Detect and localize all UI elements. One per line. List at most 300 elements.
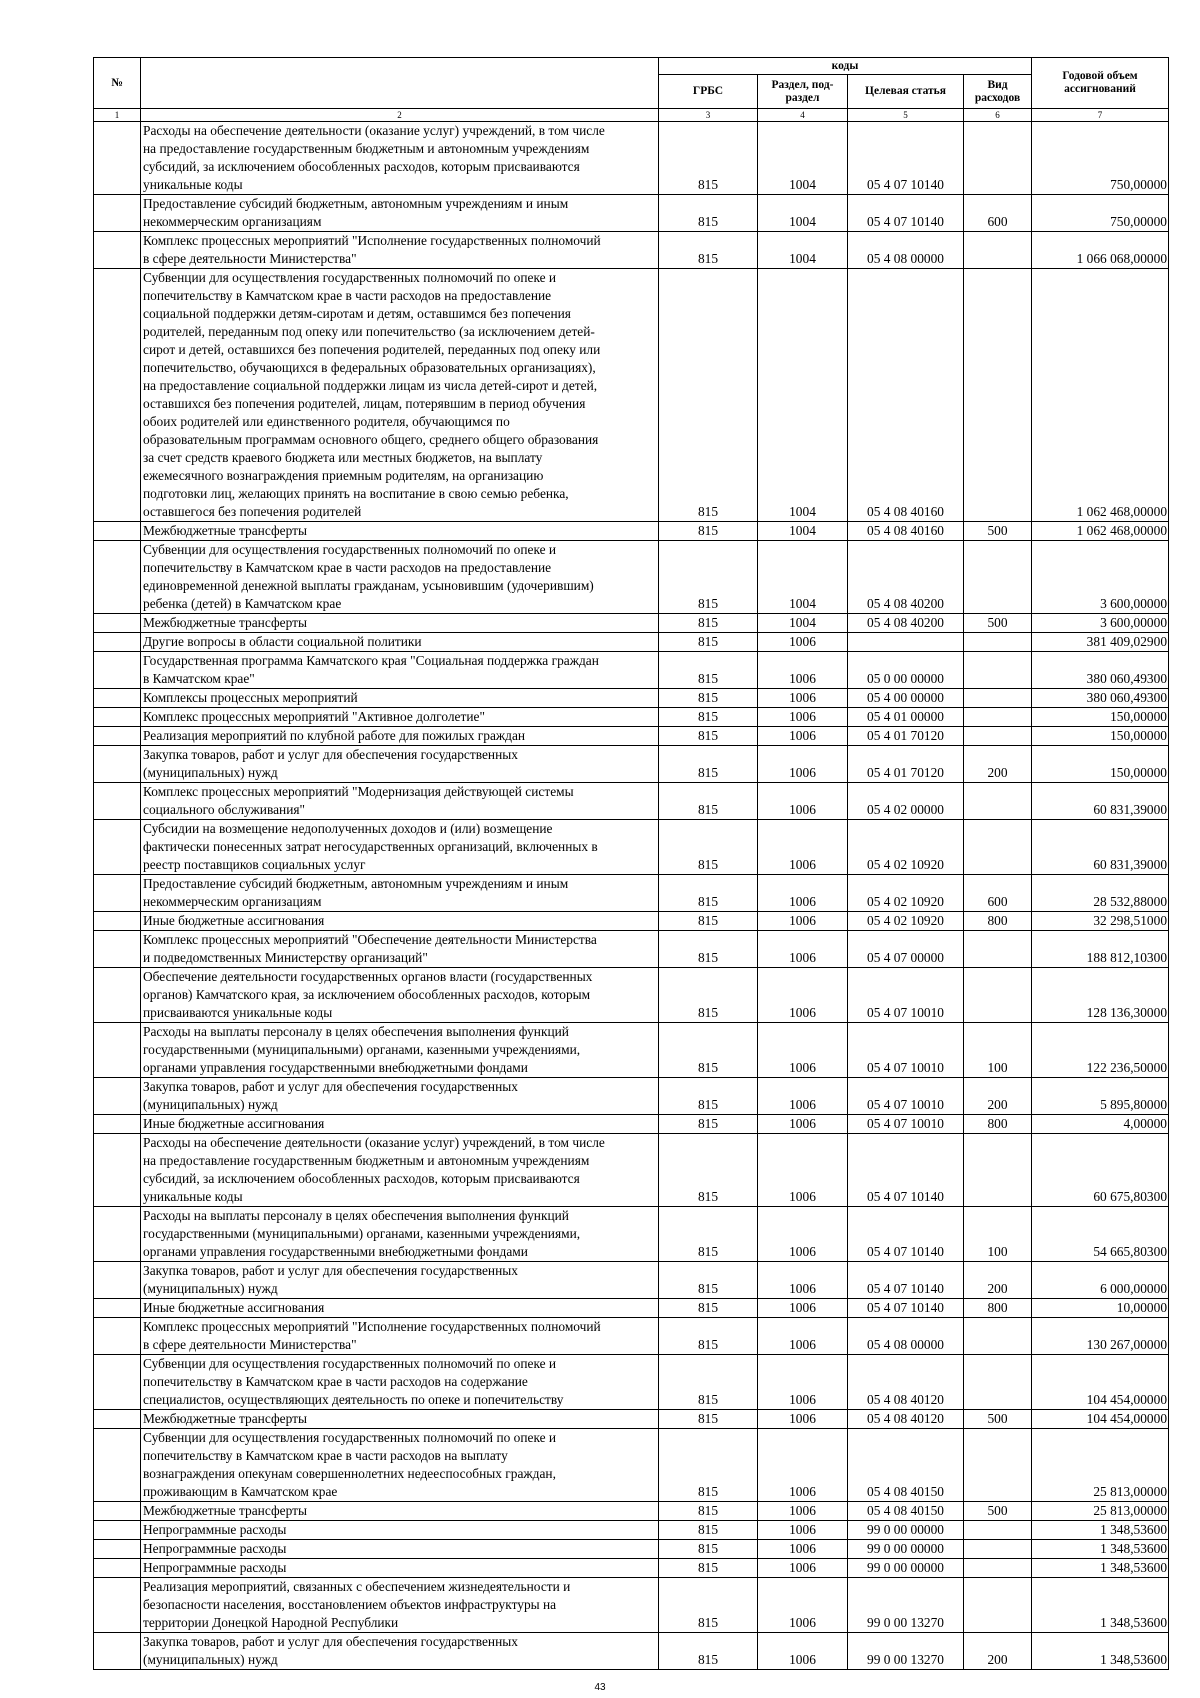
- row-target-cell: 05 4 07 10010: [848, 1023, 964, 1078]
- row-grbs-cell: 815: [659, 1410, 758, 1429]
- table-row: [94, 122, 1169, 195]
- row-grbs-cell: 815: [659, 122, 758, 195]
- row-target-cell: 05 4 08 40160: [848, 522, 964, 541]
- row-vid-cell: [964, 633, 1032, 652]
- row-target-cell: 05 4 07 00000: [848, 931, 964, 968]
- row-target-cell: [848, 633, 964, 652]
- row-name-cell: Реализация мероприятий по клубной работе для пожилых граждан: [141, 727, 659, 746]
- row-grbs-cell: 815: [659, 1540, 758, 1559]
- row-target-cell: 05 0 00 00000: [848, 652, 964, 689]
- row-name-cell: Расходы на обеспечение деятельности (оказание услуг) учреждений, в том числе на предоставление государственным бюджетным и автономным учреждениям субсидий, за исключением обособленных расходов, которым присваиваются уникальные коды: [141, 1134, 659, 1207]
- table-row: [94, 1318, 1169, 1355]
- row-razdel-cell: 1006: [758, 1578, 848, 1633]
- row-sum-cell: 380 060,49300: [1032, 652, 1169, 689]
- row-name-cell: Субсидии на возмещение недополученных доходов и (или) возмещение фактически понесенных затрат негосударственных организаций, включенных в реестр поставщиков социальных услуг: [141, 820, 659, 875]
- row-vid-cell: [964, 1134, 1032, 1207]
- header-volume: Годовой объем ассигнований: [1032, 58, 1169, 109]
- row-name-cell: Межбюджетные трансферты: [141, 1410, 659, 1429]
- row-vid-cell: [964, 122, 1032, 195]
- row-vid-cell: [964, 931, 1032, 968]
- col-num-7: 7: [1032, 109, 1169, 122]
- row-grbs-cell: 815: [659, 1633, 758, 1670]
- row-grbs-cell: 815: [659, 1502, 758, 1521]
- row-sum-cell: 60 675,80300: [1032, 1134, 1169, 1207]
- row-target-cell: 05 4 07 10140: [848, 1207, 964, 1262]
- row-number-cell: [94, 1023, 141, 1078]
- table-row: [94, 1262, 1169, 1299]
- row-grbs-cell: 815: [659, 875, 758, 912]
- row-grbs-cell: 815: [659, 269, 758, 522]
- col-num-1: 1: [94, 109, 141, 122]
- row-name-cell: Расходы на выплаты персоналу в целях обеспечения выполнения функций государственными (муниципальными) органами, казенными учреждениями, органами управления государственными внебюджетными фондами: [141, 1207, 659, 1262]
- row-number-cell: [94, 269, 141, 522]
- row-name-cell: Расходы на выплаты персоналу в целях обеспечения выполнения функций государственными (муниципальными) органами, казенными учреждениями, органами управления государственными внебюджетными фондами: [141, 1023, 659, 1078]
- row-grbs-cell: 815: [659, 1262, 758, 1299]
- row-grbs-cell: 815: [659, 727, 758, 746]
- row-razdel-cell: 1006: [758, 1134, 848, 1207]
- row-vid-cell: 600: [964, 195, 1032, 232]
- header-razdel: Раздел, под-раздел: [758, 75, 848, 109]
- row-number-cell: [94, 875, 141, 912]
- row-number-cell: [94, 783, 141, 820]
- row-number-cell: [94, 820, 141, 875]
- row-grbs-cell: 815: [659, 232, 758, 269]
- budget-table: [93, 57, 1169, 1670]
- row-target-cell: 05 4 07 10140: [848, 1262, 964, 1299]
- row-razdel-cell: 1004: [758, 232, 848, 269]
- row-vid-cell: [964, 541, 1032, 614]
- row-name-cell: Субвенции для осуществления государственных полномочий по опеке и попечительству в Камчатском крае в части расходов на предоставление социальной поддержки детям-сиротам и детям, оставшимся без попечения родителей, переданным под опеку или попечительство (за исключением детей- сирот и детей, оставшихся без попечения родителей, переданных под опеку или попечительство, обучающихся в федеральных образовательных организациях), на предоставление социальной поддержки лицам из числа детей-сирот и детей, оставшихся без попечения родителей, лицам, потерявшим в период обучения обоих родителей или единственного родителя, обучающимся по образовательным программам основного общего, среднего общего образования за счет средств краевого бюджета или местных бюджетов, на выплату ежемесячного вознаграждения приемным родителям, на организацию подготовки лиц, желающих принять на воспитание в свою семью ребенка, оставшегося без попечения родителей: [141, 269, 659, 522]
- row-sum-cell: 1 062 468,00000: [1032, 269, 1169, 522]
- row-razdel-cell: 1004: [758, 541, 848, 614]
- row-target-cell: 99 0 00 00000: [848, 1521, 964, 1540]
- row-sum-cell: 380 060,49300: [1032, 689, 1169, 708]
- row-name-cell: Межбюджетные трансферты: [141, 1502, 659, 1521]
- table-row: [94, 1633, 1169, 1670]
- table-row: [94, 1540, 1169, 1559]
- row-sum-cell: 5 895,80000: [1032, 1078, 1169, 1115]
- row-grbs-cell: 815: [659, 614, 758, 633]
- col-num-3: 3: [659, 109, 758, 122]
- row-razdel-cell: 1006: [758, 912, 848, 931]
- row-target-cell: 05 4 07 10010: [848, 1078, 964, 1115]
- header-vid: Вид расходов: [964, 75, 1032, 109]
- table-row: [94, 1023, 1169, 1078]
- row-sum-cell: 750,00000: [1032, 195, 1169, 232]
- row-razdel-cell: 1006: [758, 652, 848, 689]
- row-sum-cell: 3 600,00000: [1032, 541, 1169, 614]
- table-row: [94, 1115, 1169, 1134]
- row-target-cell: 05 4 02 00000: [848, 783, 964, 820]
- row-number-cell: [94, 633, 141, 652]
- row-sum-cell: 6 000,00000: [1032, 1262, 1169, 1299]
- row-sum-cell: 1 348,53600: [1032, 1559, 1169, 1578]
- row-grbs-cell: 815: [659, 1115, 758, 1134]
- row-razdel-cell: 1004: [758, 614, 848, 633]
- row-name-cell: Субвенции для осуществления государственных полномочий по опеке и попечительству в Камчатском крае в части расходов на содержание специалистов, осуществляющих деятельность по опеке и попечительству: [141, 1355, 659, 1410]
- row-grbs-cell: 815: [659, 931, 758, 968]
- row-vid-cell: [964, 1318, 1032, 1355]
- row-target-cell: 05 4 07 10140: [848, 1299, 964, 1318]
- row-razdel-cell: 1004: [758, 522, 848, 541]
- row-target-cell: 05 4 07 10140: [848, 195, 964, 232]
- row-sum-cell: 60 831,39000: [1032, 820, 1169, 875]
- col-num-6: 6: [964, 109, 1032, 122]
- row-sum-cell: 1 066 068,00000: [1032, 232, 1169, 269]
- table-row: [94, 783, 1169, 820]
- row-vid-cell: [964, 652, 1032, 689]
- table-row: [94, 1578, 1169, 1633]
- row-number-cell: [94, 1578, 141, 1633]
- row-razdel-cell: 1006: [758, 1521, 848, 1540]
- header-tsel: Целевая статья: [848, 75, 964, 109]
- page-number: 43: [594, 1682, 606, 1693]
- row-grbs-cell: 815: [659, 1355, 758, 1410]
- row-number-cell: [94, 727, 141, 746]
- row-vid-cell: 500: [964, 522, 1032, 541]
- row-sum-cell: 1 348,53600: [1032, 1578, 1169, 1633]
- row-name-cell: Обеспечение деятельности государственных органов власти (государственных органов) Камчатского края, за исключением обособленных расходов, которым присваиваются уникальные коды: [141, 968, 659, 1023]
- row-name-cell: Межбюджетные трансферты: [141, 614, 659, 633]
- table-row: [94, 1207, 1169, 1262]
- row-name-cell: Субвенции для осуществления государственных полномочий по опеке и попечительству в Камчатском крае в части расходов на выплату вознаграждения опекунам совершеннолетних недееспособных граждан, проживающим в Камчатском крае: [141, 1429, 659, 1502]
- table-row: [94, 614, 1169, 633]
- row-number-cell: [94, 1429, 141, 1502]
- row-sum-cell: 128 136,30000: [1032, 968, 1169, 1023]
- row-vid-cell: [964, 968, 1032, 1023]
- row-vid-cell: [964, 1540, 1032, 1559]
- table-row: [94, 232, 1169, 269]
- table-row: [94, 1078, 1169, 1115]
- row-sum-cell: 150,00000: [1032, 708, 1169, 727]
- row-target-cell: 05 4 08 40200: [848, 541, 964, 614]
- row-grbs-cell: 815: [659, 708, 758, 727]
- row-grbs-cell: 815: [659, 522, 758, 541]
- row-vid-cell: [964, 232, 1032, 269]
- row-name-cell: Закупка товаров, работ и услуг для обеспечения государственных (муниципальных) нужд: [141, 1078, 659, 1115]
- row-grbs-cell: 815: [659, 1299, 758, 1318]
- row-grbs-cell: 815: [659, 912, 758, 931]
- row-target-cell: 05 4 08 40120: [848, 1410, 964, 1429]
- row-sum-cell: 1 348,53600: [1032, 1540, 1169, 1559]
- row-sum-cell: 54 665,80300: [1032, 1207, 1169, 1262]
- row-razdel-cell: 1006: [758, 689, 848, 708]
- row-vid-cell: 500: [964, 1410, 1032, 1429]
- row-vid-cell: [964, 1355, 1032, 1410]
- row-name-cell: Непрограммные расходы: [141, 1540, 659, 1559]
- row-vid-cell: [964, 1559, 1032, 1578]
- table-row: [94, 689, 1169, 708]
- row-number-cell: [94, 614, 141, 633]
- row-target-cell: 99 0 00 00000: [848, 1540, 964, 1559]
- row-razdel-cell: 1006: [758, 820, 848, 875]
- table-row: [94, 541, 1169, 614]
- row-target-cell: 05 4 08 40200: [848, 614, 964, 633]
- table-row: [94, 1299, 1169, 1318]
- row-name-cell: Государственная программа Камчатского края "Социальная поддержка граждан в Камчатском крае": [141, 652, 659, 689]
- row-target-cell: 05 4 02 10920: [848, 875, 964, 912]
- row-razdel-cell: 1006: [758, 1633, 848, 1670]
- row-razdel-cell: 1006: [758, 633, 848, 652]
- row-number-cell: [94, 746, 141, 783]
- row-razdel-cell: 1006: [758, 1429, 848, 1502]
- row-vid-cell: [964, 820, 1032, 875]
- row-number-cell: [94, 541, 141, 614]
- row-grbs-cell: 815: [659, 1429, 758, 1502]
- row-razdel-cell: 1006: [758, 1540, 848, 1559]
- row-sum-cell: 750,00000: [1032, 122, 1169, 195]
- row-vid-cell: 200: [964, 1633, 1032, 1670]
- row-number-cell: [94, 232, 141, 269]
- row-vid-cell: 200: [964, 1262, 1032, 1299]
- row-sum-cell: 130 267,00000: [1032, 1318, 1169, 1355]
- row-sum-cell: 104 454,00000: [1032, 1355, 1169, 1410]
- row-number-cell: [94, 1318, 141, 1355]
- row-number-cell: [94, 1115, 141, 1134]
- table-row: [94, 1559, 1169, 1578]
- row-vid-cell: [964, 708, 1032, 727]
- row-vid-cell: 200: [964, 1078, 1032, 1115]
- row-name-cell: Комплексы процессных мероприятий: [141, 689, 659, 708]
- row-razdel-cell: 1006: [758, 1207, 848, 1262]
- row-vid-cell: 100: [964, 1023, 1032, 1078]
- row-grbs-cell: 815: [659, 746, 758, 783]
- table-row: [94, 1134, 1169, 1207]
- row-grbs-cell: 815: [659, 820, 758, 875]
- row-name-cell: Закупка товаров, работ и услуг для обеспечения государственных (муниципальных) нужд: [141, 746, 659, 783]
- row-name-cell: Межбюджетные трансферты: [141, 522, 659, 541]
- row-vid-cell: 600: [964, 875, 1032, 912]
- row-target-cell: 05 4 08 00000: [848, 1318, 964, 1355]
- row-sum-cell: 1 348,53600: [1032, 1633, 1169, 1670]
- row-vid-cell: 800: [964, 1299, 1032, 1318]
- row-grbs-cell: 815: [659, 968, 758, 1023]
- row-razdel-cell: 1006: [758, 875, 848, 912]
- row-sum-cell: 1 348,53600: [1032, 1521, 1169, 1540]
- row-razdel-cell: 1006: [758, 1262, 848, 1299]
- table-row: [94, 1521, 1169, 1540]
- row-target-cell: 99 0 00 13270: [848, 1578, 964, 1633]
- row-vid-cell: 800: [964, 912, 1032, 931]
- table-body: [94, 122, 1169, 1670]
- row-vid-cell: 100: [964, 1207, 1032, 1262]
- row-razdel-cell: 1006: [758, 1023, 848, 1078]
- row-target-cell: 05 4 08 40160: [848, 269, 964, 522]
- row-name-cell: Предоставление субсидий бюджетным, автономным учреждениям и иным некоммерческим организациям: [141, 195, 659, 232]
- row-name-cell: Непрограммные расходы: [141, 1559, 659, 1578]
- row-razdel-cell: 1006: [758, 1502, 848, 1521]
- table-row: [94, 269, 1169, 522]
- row-target-cell: 05 4 01 70120: [848, 746, 964, 783]
- row-vid-cell: [964, 269, 1032, 522]
- table-row: [94, 727, 1169, 746]
- table-row: [94, 633, 1169, 652]
- row-number-cell: [94, 1134, 141, 1207]
- row-grbs-cell: 815: [659, 1134, 758, 1207]
- row-name-cell: Предоставление субсидий бюджетным, автономным учреждениям и иным некоммерческим организациям: [141, 875, 659, 912]
- row-vid-cell: [964, 1521, 1032, 1540]
- row-vid-cell: 200: [964, 746, 1032, 783]
- table-row: [94, 708, 1169, 727]
- row-grbs-cell: 815: [659, 783, 758, 820]
- row-razdel-cell: 1004: [758, 122, 848, 195]
- table-row: [94, 931, 1169, 968]
- row-name-cell: Закупка товаров, работ и услуг для обеспечения государственных (муниципальных) нужд: [141, 1262, 659, 1299]
- row-vid-cell: [964, 783, 1032, 820]
- row-razdel-cell: 1006: [758, 1355, 848, 1410]
- table-row: [94, 652, 1169, 689]
- row-number-cell: [94, 1262, 141, 1299]
- row-sum-cell: 104 454,00000: [1032, 1410, 1169, 1429]
- row-sum-cell: 25 813,00000: [1032, 1502, 1169, 1521]
- row-target-cell: 05 4 02 10920: [848, 912, 964, 931]
- row-razdel-cell: 1006: [758, 1410, 848, 1429]
- row-target-cell: 99 0 00 13270: [848, 1633, 964, 1670]
- row-name-cell: Комплекс процессных мероприятий "Модернизация действующей системы социального обслуживания": [141, 783, 659, 820]
- table-row: [94, 968, 1169, 1023]
- row-name-cell: Комплекс процессных мероприятий "Активное долголетие": [141, 708, 659, 727]
- table-row: [94, 1502, 1169, 1521]
- row-sum-cell: 1 062 468,00000: [1032, 522, 1169, 541]
- row-target-cell: 05 4 01 70120: [848, 727, 964, 746]
- row-number-cell: [94, 1355, 141, 1410]
- row-name-cell: Другие вопросы в области социальной политики: [141, 633, 659, 652]
- row-target-cell: 05 4 07 10010: [848, 1115, 964, 1134]
- row-grbs-cell: 815: [659, 633, 758, 652]
- row-number-cell: [94, 1521, 141, 1540]
- row-name-cell: Комплекс процессных мероприятий "Обеспечение деятельности Министерства и подведомственных Министерству организаций": [141, 931, 659, 968]
- table-row: [94, 522, 1169, 541]
- row-sum-cell: 188 812,10300: [1032, 931, 1169, 968]
- row-razdel-cell: 1006: [758, 1078, 848, 1115]
- row-sum-cell: 25 813,00000: [1032, 1429, 1169, 1502]
- row-razdel-cell: 1006: [758, 1559, 848, 1578]
- row-grbs-cell: 815: [659, 652, 758, 689]
- row-number-cell: [94, 122, 141, 195]
- row-vid-cell: [964, 689, 1032, 708]
- row-razdel-cell: 1006: [758, 783, 848, 820]
- row-target-cell: 05 4 08 40120: [848, 1355, 964, 1410]
- row-name-cell: Субвенции для осуществления государственных полномочий по опеке и попечительству в Камчатском крае в части расходов на предоставление единовременной денежной выплаты гражданам, усыновившим (удочерившим) ребенка (детей) в Камчатском крае: [141, 541, 659, 614]
- header-name: [141, 58, 659, 109]
- row-number-cell: [94, 652, 141, 689]
- row-target-cell: 05 4 07 10140: [848, 1134, 964, 1207]
- row-vid-cell: 800: [964, 1115, 1032, 1134]
- row-razdel-cell: 1006: [758, 727, 848, 746]
- row-razdel-cell: 1006: [758, 968, 848, 1023]
- row-razdel-cell: 1006: [758, 931, 848, 968]
- row-vid-cell: [964, 1429, 1032, 1502]
- row-grbs-cell: 815: [659, 1318, 758, 1355]
- row-razdel-cell: 1006: [758, 746, 848, 783]
- table-row: [94, 820, 1169, 875]
- row-sum-cell: 32 298,51000: [1032, 912, 1169, 931]
- row-name-cell: Иные бюджетные ассигнования: [141, 1115, 659, 1134]
- table-row: [94, 1410, 1169, 1429]
- row-name-cell: Комплекс процессных мероприятий "Исполнение государственных полномочий в сфере деятельности Министерства": [141, 1318, 659, 1355]
- row-target-cell: 99 0 00 00000: [848, 1559, 964, 1578]
- row-grbs-cell: 815: [659, 1023, 758, 1078]
- row-grbs-cell: 815: [659, 1078, 758, 1115]
- row-sum-cell: 60 831,39000: [1032, 783, 1169, 820]
- row-target-cell: 05 4 08 00000: [848, 232, 964, 269]
- row-grbs-cell: 815: [659, 1207, 758, 1262]
- table-row: [94, 1429, 1169, 1502]
- row-target-cell: 05 4 01 00000: [848, 708, 964, 727]
- col-num-4: 4: [758, 109, 848, 122]
- row-sum-cell: 28 532,88000: [1032, 875, 1169, 912]
- row-target-cell: 05 4 08 40150: [848, 1429, 964, 1502]
- row-number-cell: [94, 1299, 141, 1318]
- row-sum-cell: 150,00000: [1032, 727, 1169, 746]
- col-num-2: 2: [141, 109, 659, 122]
- document-page: [93, 57, 1168, 1670]
- row-number-cell: [94, 912, 141, 931]
- row-vid-cell: 500: [964, 1502, 1032, 1521]
- row-name-cell: Реализация мероприятий, связанных с обеспечением жизнедеятельности и безопасности населения, восстановлением объектов инфраструктуры на территории Донецкой Народной Республики: [141, 1578, 659, 1633]
- row-sum-cell: 150,00000: [1032, 746, 1169, 783]
- row-sum-cell: 3 600,00000: [1032, 614, 1169, 633]
- row-number-cell: [94, 195, 141, 232]
- row-number-cell: [94, 1207, 141, 1262]
- col-num-5: 5: [848, 109, 964, 122]
- row-number-cell: [94, 968, 141, 1023]
- row-grbs-cell: 815: [659, 541, 758, 614]
- row-number-cell: [94, 1502, 141, 1521]
- row-grbs-cell: 815: [659, 689, 758, 708]
- row-sum-cell: 10,00000: [1032, 1299, 1169, 1318]
- row-target-cell: 05 4 07 10010: [848, 968, 964, 1023]
- row-grbs-cell: 815: [659, 1578, 758, 1633]
- row-number-cell: [94, 1540, 141, 1559]
- row-sum-cell: 122 236,50000: [1032, 1023, 1169, 1078]
- row-grbs-cell: 815: [659, 1521, 758, 1540]
- row-target-cell: 05 4 02 10920: [848, 820, 964, 875]
- header-no: №: [94, 58, 141, 109]
- table-row: [94, 746, 1169, 783]
- row-grbs-cell: 815: [659, 195, 758, 232]
- table-row: [94, 1355, 1169, 1410]
- row-vid-cell: [964, 1578, 1032, 1633]
- row-name-cell: Расходы на обеспечение деятельности (оказание услуг) учреждений, в том числе на предоставление государственным бюджетным и автономным учреждениям субсидий, за исключением обособленных расходов, которым присваиваются уникальные коды: [141, 122, 659, 195]
- row-number-cell: [94, 522, 141, 541]
- row-number-cell: [94, 1633, 141, 1670]
- table-row: [94, 912, 1169, 931]
- row-razdel-cell: 1006: [758, 1318, 848, 1355]
- row-name-cell: Иные бюджетные ассигнования: [141, 1299, 659, 1318]
- row-name-cell: Иные бюджетные ассигнования: [141, 912, 659, 931]
- row-number-cell: [94, 931, 141, 968]
- row-razdel-cell: 1004: [758, 195, 848, 232]
- header-codes: коды: [659, 58, 1032, 75]
- row-razdel-cell: 1006: [758, 1115, 848, 1134]
- header-grbs: ГРБС: [659, 75, 758, 109]
- row-target-cell: 05 4 00 00000: [848, 689, 964, 708]
- row-name-cell: Комплекс процессных мероприятий "Исполнение государственных полномочий в сфере деятельности Министерства": [141, 232, 659, 269]
- row-razdel-cell: 1006: [758, 1299, 848, 1318]
- row-vid-cell: [964, 727, 1032, 746]
- row-number-cell: [94, 1559, 141, 1578]
- row-grbs-cell: 815: [659, 1559, 758, 1578]
- row-number-cell: [94, 1410, 141, 1429]
- row-razdel-cell: 1006: [758, 708, 848, 727]
- row-name-cell: Закупка товаров, работ и услуг для обеспечения государственных (муниципальных) нужд: [141, 1633, 659, 1670]
- row-number-cell: [94, 1078, 141, 1115]
- row-target-cell: 05 4 08 40150: [848, 1502, 964, 1521]
- row-number-cell: [94, 708, 141, 727]
- table-row: [94, 875, 1169, 912]
- row-number-cell: [94, 689, 141, 708]
